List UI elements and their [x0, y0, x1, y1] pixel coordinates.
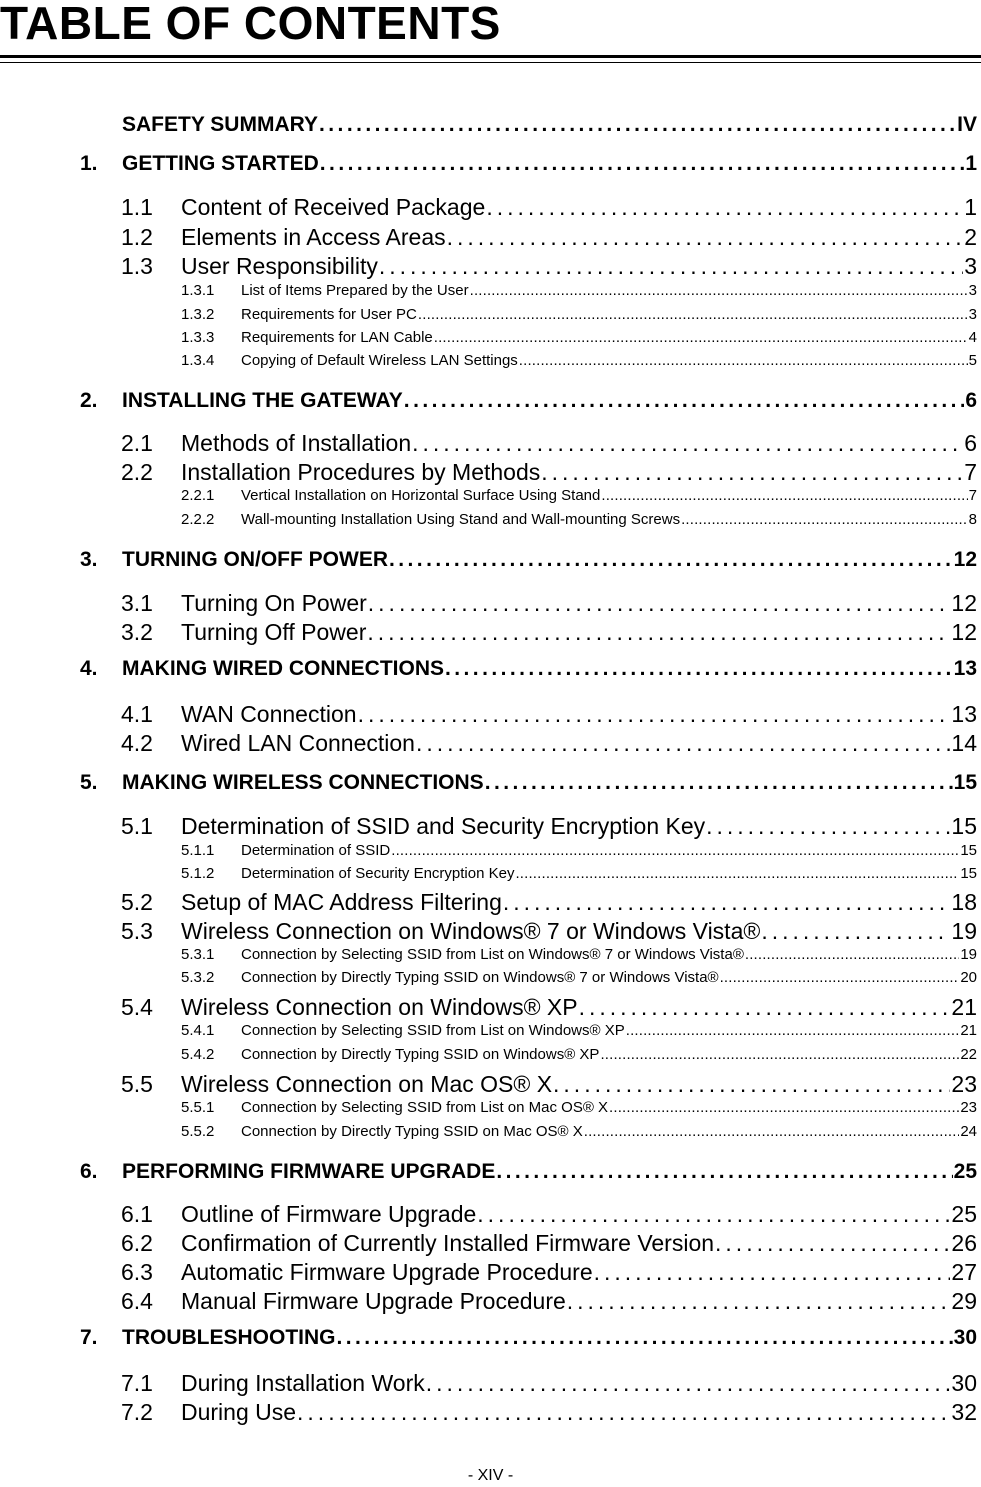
toc-entry-number: 7.2: [121, 1399, 153, 1425]
toc-dot-leader: [486, 194, 963, 221]
toc-entry-title: Vertical Installation on Horizontal Surface Using Stand: [241, 487, 601, 504]
toc-dot-leader: [567, 1288, 951, 1315]
toc-entry-number: 6.2: [121, 1230, 153, 1256]
toc-entry[interactable]: [80, 771, 977, 795]
toc-entry[interactable]: [181, 969, 977, 986]
toc-dot-leader: [681, 511, 968, 528]
toc-entry[interactable]: [121, 590, 977, 617]
toc-entry-number: 2.1: [121, 430, 153, 456]
toc-entry[interactable]: [121, 1071, 977, 1098]
toc-entry-page: 6: [965, 389, 977, 412]
toc-entry-number: 2.2.1: [181, 487, 215, 504]
toc-entry-title: Installation Procedures by Methods: [181, 459, 541, 485]
toc-entry[interactable]: [121, 994, 977, 1021]
toc-dot-leader: [485, 771, 953, 795]
toc-entry-page: 23: [960, 1099, 977, 1116]
page-title: TABLE OF CONTENTS: [0, 0, 501, 49]
toc-entry[interactable]: [121, 1201, 977, 1228]
toc-entry-page: 1: [965, 152, 977, 175]
toc-dot-leader: [447, 224, 964, 251]
title-rule-thick: [0, 55, 981, 58]
toc-entry-number: 5.3.1: [181, 946, 215, 963]
toc-entry-number: 5.1.1: [181, 842, 215, 859]
toc-entry-title: Connection by Directly Typing SSID on Windows® 7 or Windows Vista®: [241, 969, 719, 986]
toc-entry[interactable]: [181, 1046, 977, 1063]
toc-entry-title: Wireless Connection on Mac OS® X: [181, 1071, 553, 1097]
toc-entry-page: 22: [960, 1046, 977, 1063]
toc-entry-number: 5.4: [121, 994, 153, 1020]
toc-entry[interactable]: [181, 1123, 977, 1140]
toc-entry-title: MAKING WIRED CONNECTIONS: [122, 657, 444, 680]
toc-dot-leader: [418, 306, 968, 323]
toc-entry[interactable]: [80, 1326, 977, 1350]
toc-entry-page: 32: [951, 1399, 977, 1425]
page-footer: - XIV -: [467, 1467, 514, 1484]
toc-entry-page: 5: [968, 352, 977, 369]
toc-entry-page: 15: [953, 771, 977, 794]
toc-entry-title: Wireless Connection on Windows® 7 or Windows Vista®: [181, 918, 761, 944]
toc-entry[interactable]: [121, 224, 977, 251]
toc-entry[interactable]: [121, 701, 977, 728]
toc-entry[interactable]: [181, 352, 977, 369]
toc-dot-leader: [720, 969, 960, 986]
toc-entry[interactable]: [181, 1022, 977, 1039]
toc-entry-title: Determination of Security Encryption Key: [241, 865, 515, 882]
toc-dot-leader: [389, 548, 953, 572]
toc-entry[interactable]: [121, 430, 977, 457]
toc-entry[interactable]: [121, 194, 977, 221]
toc-entry[interactable]: [121, 1399, 977, 1426]
toc-dot-leader: [609, 1099, 959, 1116]
toc-dot-leader: [553, 1071, 950, 1098]
toc-entry-page: 7: [964, 459, 977, 485]
toc-entry-number: 7.: [80, 1326, 98, 1349]
toc-entry[interactable]: [121, 889, 977, 916]
toc-dot-leader: [496, 1160, 952, 1184]
toc-entry-number: 1.: [80, 152, 98, 175]
toc-dot-leader: [434, 329, 968, 346]
toc-entry[interactable]: [121, 619, 977, 646]
toc-entry[interactable]: [181, 946, 977, 963]
toc-dot-leader: [626, 1022, 960, 1039]
toc-entry-page: 19: [951, 918, 977, 944]
toc-dot-leader: [600, 1046, 959, 1063]
toc-entry-number: 2.2.2: [181, 511, 215, 528]
toc-entry-page: 23: [951, 1071, 977, 1097]
toc-entry-number: 5.2: [121, 889, 153, 915]
toc-entry-number: 5.5.2: [181, 1123, 215, 1140]
toc-entry-title: Determination of SSID and Security Encryption Key: [181, 813, 706, 839]
toc-dot-leader: [470, 282, 968, 299]
toc-entry-number: 5.: [80, 771, 98, 794]
toc-entry-title: Methods of Installation: [181, 430, 412, 456]
toc-entry-page: 25: [951, 1201, 977, 1227]
toc-entry-number: 1.3: [121, 253, 153, 279]
toc-entry[interactable]: [181, 842, 977, 859]
toc-entry-number: 7.1: [121, 1370, 153, 1396]
toc-entry-title: TURNING ON/OFF POWER: [122, 548, 388, 571]
toc-entry-title: PERFORMING FIRMWARE UPGRADE: [122, 1160, 496, 1183]
toc-entry-title: Setup of MAC Address Filtering: [181, 889, 502, 915]
toc-entry[interactable]: [121, 1370, 977, 1397]
toc-entry-page: 3: [968, 306, 977, 323]
toc-entry-number: 5.5.1: [181, 1099, 215, 1116]
toc-entry[interactable]: [121, 730, 977, 757]
toc-entry-title: Requirements for User PC: [241, 306, 417, 323]
toc-entry[interactable]: [121, 459, 977, 486]
toc-entry[interactable]: [181, 329, 977, 346]
toc-entry-number: 4.: [80, 657, 98, 680]
toc-entry-page: 30: [953, 1326, 977, 1349]
toc-entry-title: MAKING WIRELESS CONNECTIONS: [122, 771, 484, 794]
toc-entry-title: Outline of Firmware Upgrade: [181, 1201, 477, 1227]
toc-entry-page: 26: [951, 1230, 977, 1256]
toc-entry-title: Wall-mounting Installation Using Stand and Wall-mounting Screws: [241, 511, 681, 528]
toc-entry-title: During Installation Work: [181, 1370, 425, 1396]
toc-dot-leader: [367, 619, 950, 646]
toc-entry-number: 5.1: [121, 813, 153, 839]
toc-entry-page: 3: [964, 253, 977, 279]
toc-entry-page: 13: [951, 701, 977, 727]
toc-dot-leader: [379, 253, 963, 280]
toc-entry-page: 13: [953, 657, 977, 680]
toc-dot-leader: [477, 1201, 950, 1228]
toc-entry-title: Determination of SSID: [241, 842, 391, 859]
toc-dot-leader: [519, 352, 968, 369]
toc-entry-page: 8: [968, 511, 977, 528]
toc-entry[interactable]: [181, 1099, 977, 1116]
toc-entry[interactable]: [80, 389, 977, 413]
toc-entry-number: 6.4: [121, 1288, 153, 1314]
toc-entry-page: 14: [951, 730, 977, 756]
toc-entry[interactable]: [80, 657, 977, 681]
toc-entry-number: 1.2: [121, 224, 153, 250]
toc-dot-leader: [297, 1399, 950, 1426]
toc-entry-page: 27: [951, 1259, 977, 1285]
toc-entry-title: GETTING STARTED: [122, 152, 319, 175]
toc-entry-title: Automatic Firmware Upgrade Procedure: [181, 1259, 593, 1285]
toc-dot-leader: [761, 918, 950, 945]
toc-entry-page: 20: [960, 969, 977, 986]
toc-entry-number: 6.3: [121, 1259, 153, 1285]
toc-entry-title: Manual Firmware Upgrade Procedure: [181, 1288, 566, 1314]
toc-entry-number: 4.1: [121, 701, 153, 727]
toc-entry-page: 21: [951, 994, 977, 1020]
toc-entry-title: Connection by Directly Typing SSID on Mac OS® X: [241, 1123, 583, 1140]
toc-entry[interactable]: [80, 152, 977, 176]
toc-entry-title: Wired LAN Connection: [181, 730, 415, 756]
toc-entry-number: 1.3.2: [181, 306, 215, 323]
toc-entry-title: List of Items Prepared by the User: [241, 282, 469, 299]
toc-entry-number: 6.: [80, 1160, 98, 1183]
toc-entry-title: INSTALLING THE GATEWAY: [122, 389, 403, 412]
toc-entry[interactable]: [121, 1230, 977, 1257]
toc-entry-page: 15: [951, 813, 977, 839]
toc-dot-leader: [601, 487, 967, 504]
toc-entry-number: 3.2: [121, 619, 153, 645]
toc-entry-title: SAFETY SUMMARY: [122, 113, 319, 136]
toc-entry[interactable]: [181, 282, 977, 299]
toc-entry[interactable]: [121, 1259, 977, 1286]
toc-dot-leader: [584, 1123, 960, 1140]
toc-entry-number: 1.3.1: [181, 282, 215, 299]
toc-entry-number: 6.1: [121, 1201, 153, 1227]
toc-dot-leader: [715, 1230, 950, 1257]
toc-entry-title: Wireless Connection on Windows® XP: [181, 994, 578, 1020]
toc-entry-number: 1.1: [121, 194, 153, 220]
toc-entry-number: 1.3.3: [181, 329, 215, 346]
toc-entry-number: 3.1: [121, 590, 153, 616]
toc-entry-page: 24: [960, 1123, 977, 1140]
toc-entry-title: Connection by Selecting SSID from List on Windows® XP: [241, 1022, 625, 1039]
toc-entry-number: 4.2: [121, 730, 153, 756]
toc-entry[interactable]: [122, 113, 977, 137]
toc-entry-title: Turning On Power: [181, 590, 367, 616]
toc-dot-leader: [541, 459, 963, 486]
toc-dot-leader: [503, 889, 951, 916]
toc-entry-number: 2.2: [121, 459, 153, 485]
toc-entry-number: 5.4.1: [181, 1022, 215, 1039]
toc-entry-number: 5.4.2: [181, 1046, 215, 1063]
toc-entry-title: User Responsibility: [181, 253, 378, 279]
toc-dot-leader: [515, 865, 959, 882]
toc-entry-page: 12: [951, 590, 977, 616]
toc-dot-leader: [594, 1259, 951, 1286]
toc-dot-leader: [426, 1370, 951, 1397]
toc-dot-leader: [368, 590, 951, 617]
toc-entry-page: 15: [960, 865, 977, 882]
toc-entry-number: 1.3.4: [181, 352, 215, 369]
toc-entry[interactable]: [121, 1288, 977, 1315]
toc-entry-title: Copying of Default Wireless LAN Settings: [241, 352, 518, 369]
toc-entry-page: 6: [964, 430, 977, 456]
toc-entry[interactable]: [80, 548, 977, 572]
toc-dot-leader: [404, 389, 965, 413]
toc-entry[interactable]: [121, 813, 977, 840]
toc-entry[interactable]: [181, 865, 977, 882]
toc-entry-page: 2: [964, 224, 977, 250]
title-rule-thin: [0, 62, 981, 63]
toc-entry-title: Connection by Directly Typing SSID on Windows® XP: [241, 1046, 600, 1063]
toc-entry[interactable]: [181, 487, 977, 504]
toc-entry-page: 15: [960, 842, 977, 859]
toc-entry-page: 12: [953, 548, 977, 571]
toc-dot-leader: [337, 1326, 953, 1350]
toc-entry-page: 3: [968, 282, 977, 299]
toc-entry-page: 12: [951, 619, 977, 645]
toc-dot-leader: [412, 430, 963, 457]
toc-entry-number: 5.1.2: [181, 865, 215, 882]
toc-dot-leader: [745, 946, 959, 963]
toc-dot-leader: [445, 657, 953, 681]
toc-entry-page: 21: [960, 1022, 977, 1039]
toc-dot-leader: [358, 701, 951, 728]
toc-entry-page: 30: [951, 1370, 977, 1396]
toc-entry-title: Turning Off Power: [181, 619, 367, 645]
toc-entry-number: 3.: [80, 548, 98, 571]
toc-entry[interactable]: [121, 918, 977, 945]
toc-entry-page: IV: [957, 113, 977, 136]
toc-entry-title: Requirements for LAN Cable: [241, 329, 433, 346]
toc-entry-number: 5.5: [121, 1071, 153, 1097]
toc-entry-number: 5.3: [121, 918, 153, 944]
toc-entry-title: Confirmation of Currently Installed Firmware Version: [181, 1230, 715, 1256]
toc-entry-page: 25: [953, 1160, 977, 1183]
toc-entry[interactable]: [80, 1160, 977, 1184]
toc-entry[interactable]: [181, 306, 977, 323]
toc-dot-leader: [391, 842, 959, 859]
toc-entry-page: 19: [960, 946, 977, 963]
toc-dot-leader: [706, 813, 950, 840]
toc-dot-leader: [416, 730, 950, 757]
toc-entry-page: 4: [968, 329, 977, 346]
toc-entry-title: Connection by Selecting SSID from List on Mac OS® X: [241, 1099, 609, 1116]
toc-entry-page: 18: [951, 889, 977, 915]
toc-dot-leader: [320, 152, 965, 176]
toc-dot-leader: [579, 994, 951, 1021]
toc-entry-title: Content of Received Package: [181, 194, 486, 220]
toc-dot-leader: [319, 113, 956, 137]
toc-entry-title: During Use: [181, 1399, 297, 1425]
toc-entry-page: 29: [951, 1288, 977, 1314]
toc-entry-title: Elements in Access Areas: [181, 224, 446, 250]
toc-entry-page: 1: [964, 194, 977, 220]
toc-entry[interactable]: [181, 511, 977, 528]
toc-entry-title: Connection by Selecting SSID from List on Windows® 7 or Windows Vista®: [241, 946, 744, 963]
toc-entry[interactable]: [121, 253, 977, 280]
toc-entry-title: WAN Connection: [181, 701, 357, 727]
toc-entry-title: TROUBLESHOOTING: [122, 1326, 336, 1349]
toc-entry-page: 7: [968, 487, 977, 504]
toc-entry-number: 5.3.2: [181, 969, 215, 986]
toc-entry-number: 2.: [80, 389, 98, 412]
